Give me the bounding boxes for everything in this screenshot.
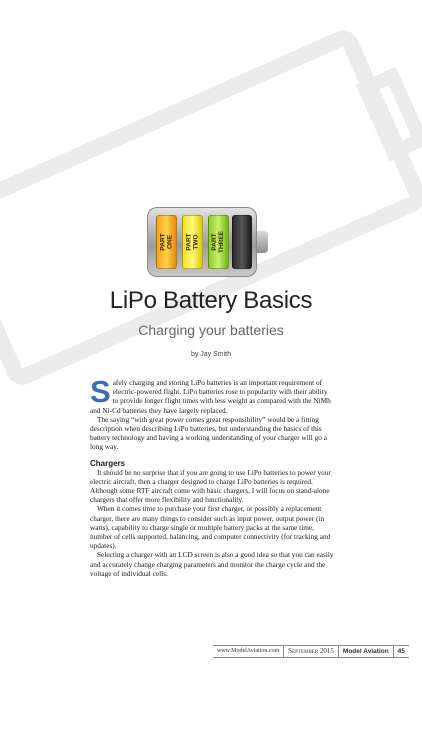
battery-terminal xyxy=(256,231,268,253)
paragraph: The saying “with great power comes great responsibility” would be a fitting description when describing LiPo batteries, but understanding the basics of this battery technology and having a working understanding of your charger will go a long way. xyxy=(90,414,327,452)
article-body xyxy=(90,374,334,578)
battery-illustration xyxy=(147,207,257,277)
cell-label: PART TWO xyxy=(185,233,200,251)
article-byline: by Jay Smith xyxy=(190,351,232,358)
cell-label: PART THREE xyxy=(211,230,226,254)
paragraph-intro xyxy=(90,374,334,415)
footer-issue: September 2015 xyxy=(288,647,334,655)
page-number: 45 xyxy=(397,648,405,655)
battery-cell-part-three xyxy=(208,215,229,269)
cell-label: PART ONE xyxy=(159,233,174,251)
paragraph: It should be no surprise that if you are going to use LiPo batteries to power your electric aircraft, then a charger designed to charge LiPo batteries is required. Although some RTF aircraft come with basic chargers, I will focus on stand-alone chargers that offer more flexibility and functionality. xyxy=(90,467,331,505)
paragraph: Selecting a charger with an LCD screen is also a good idea so that you can easily and accurately change charging parameters and monitor the charge cycle and the voltage of individual cells. xyxy=(90,550,334,578)
drop-cap: S xyxy=(90,374,111,409)
article-title: LiPo Battery Basics xyxy=(109,287,313,314)
page-footer xyxy=(213,645,409,658)
battery-cell-part-one xyxy=(156,215,177,269)
section-heading: Chargers xyxy=(90,458,126,468)
paragraph-text: afely charging and storing LiPo batteries is an important requirement of electric-powered flight. LiPo batteries rose to popularity with their ability to provide longer flight times with less weight as compared with the NiMh and Ni-Cd batteries they have largely replaced. xyxy=(90,378,331,415)
footer-website: www.ModelAviation.com xyxy=(217,648,280,654)
battery-cell-part-two xyxy=(182,215,203,269)
paragraph: When it comes time to purchase your first charger, or possibly a replacement charger, there are many things to consider such as input power, output power (in watts), capability to charge single or multiple battery packs at the same time, number of cells supported, balancing, and computer connectivity (for tracking and updates). xyxy=(90,504,331,551)
article-subtitle: Charging your batteries xyxy=(138,322,284,338)
battery-cell-empty xyxy=(232,215,252,269)
footer-magazine: Model Aviation xyxy=(342,648,389,655)
